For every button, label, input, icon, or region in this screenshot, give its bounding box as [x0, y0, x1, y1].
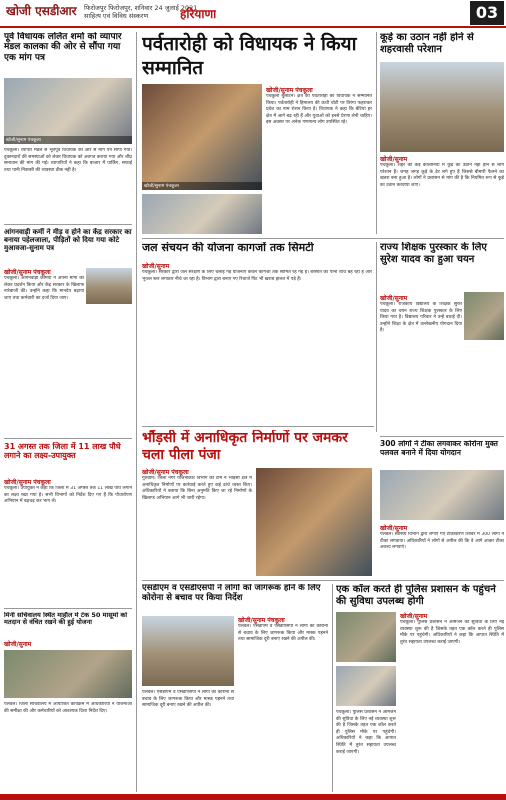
- article-headline: जल संचयन की योजना कागजों तक सिमटी: [142, 242, 314, 254]
- article-photo: [256, 468, 372, 576]
- article-byline: खोजी/सुनाम: [4, 641, 32, 648]
- article-body: पंचकूला। पुलिस प्रशासन ने आमजन की सुविधा के लिए नई व्यवस्था शुरू की है जिसके तहत एक कॉल करते ही पुलिस मौके पर पहुंचेगी। अधिकारियों ने कहा कि आपात स्थिति में तुरंत सहायता उपलब्ध कराई जाएगी।: [400, 620, 504, 645]
- article-body: पंचकूला। उपायुक्त ने कहा कि जिला में 31 अगस्त तक 11 लाख पौधे लगाने का लक्ष्य रखा गया है। सभी विभागों को निर्देश दिए गए हैं कि पौधारोपण अभियान में बढ़चढ़ कर भाग लें।: [4, 486, 132, 505]
- article-photo-2: [142, 194, 262, 234]
- divider: [142, 426, 374, 427]
- article-byline: खोजी/सुनाम: [380, 156, 408, 163]
- article-headline: पर्वतारोही को विधायक ने किया सम्मानित: [142, 33, 357, 79]
- article-photo: [142, 616, 234, 686]
- article-body-cont: पंचकूला। पुलिस प्रशासन ने आमजन की सुविधा के लिए नई व्यवस्था शुरू की है जिसके तहत एक कॉल करते ही पुलिस मौके पर पहुंचेगी। अधिकारियों ने कहा कि आपात स्थिति में तुरंत सहायता उपलब्ध कराई जाएगी।: [336, 710, 396, 755]
- article-photo: [380, 62, 504, 152]
- divider: [4, 224, 132, 225]
- header-edition: साहित्य एवं विविध संस्करण: [84, 12, 149, 20]
- article-a7: [380, 242, 504, 265]
- article-body: पंचकूला। शहर की कई कॉलोनियों में कूड़े का उठान नहीं होने से लोग परेशान हैं। जगह जगह कूड़े के ढेर लगे हुए हैं जिससे बीमारी फैलने का खतरा बना हुआ है। लोगों ने प्रशासन से मांग की है कि नियमित रूप से कूड़े का उठान करवाया जाए।: [380, 163, 504, 188]
- article-photo: [86, 268, 132, 304]
- column-divider: [136, 32, 137, 792]
- masthead-logo: खोजी एसडीआर: [6, 4, 77, 18]
- article-body: पंचकूला। व्यापार मंडल से भूतपूर्व विधायक की ओर से मांग पत्र सौंपा गया। दुकानदारों की समस्याओं को लेकर विधायक को अवगत कराया गया और शीघ्र समाधान की मांग की गई। व्यापारियों ने कहा कि बाजार में पार्किंग, सफाई तथा पानी निकासी की व्यवस्था ठीक नहीं है।: [4, 148, 132, 173]
- page-number: 03: [470, 1, 504, 25]
- divider: [4, 438, 132, 439]
- article-headline: आंगनवाड़ी कर्मी ने मीड़ व होने का केंद्र सरकार का बनाया पहेलजाला, पीड़ितों को दिया गया कोटे मुआवजा-सुनाम पत्र: [4, 228, 132, 253]
- article-body: पंचकूला। राजकीय विद्यालय के शिक्षक सुरेश यादव का चयन राज्य शिक्षक पुरस्कार के लिए किया गया है। विद्यालय परिवार ने उन्हें बधाई दी। उन्होंने शिक्षा के क्षेत्र में उल्लेखनीय योगदान दिया है।: [380, 302, 462, 334]
- article-body-cont: पलवल। एसडीएम व एसडीएसपी ने लोगों को कोरोना से बचाव के लिए जागरूक किया और मास्क पहनने तथा सामाजिक दूरी बनाए रखने की अपील की।: [142, 690, 234, 709]
- article-photo: [380, 470, 504, 520]
- article-a2: [142, 32, 372, 80]
- article-a11: [142, 584, 328, 604]
- article-body: गुरुग्राम। जिला नगर योजनाकार विभाग की टीम ने भौंड़सी क्षेत्र में अनाधिकृत निर्माणों पर कार्रवाई करते हुए कई ढांचे ध्वस्त किए। अधिकारियों ने बताया कि बिना अनुमति किए जा रहे निर्माणों के खिलाफ अभियान आगे भी जारी रहेगा।: [142, 476, 252, 501]
- article-headline: 31 अगस्त तक जिला में 11 लाख पौधे लगाने का लक्ष्य-उपायुक्त: [4, 442, 121, 461]
- divider: [142, 580, 504, 581]
- article-a5: [4, 442, 132, 460]
- article-headline: एक कॉल करते ही पुलिस प्रशासन के पहुंचने की सुविधा उपलब्ध होगी: [336, 584, 496, 607]
- divider: [4, 608, 132, 609]
- photo-caption: खोजी/सुनाम पंचकूला: [142, 182, 262, 190]
- article-byline: खोजी/सुनाम पंचकूला: [4, 479, 51, 486]
- article-a1: [4, 32, 132, 63]
- header-date: फिरोजपुर फिरोजपुर, शनिवार 24 जुलाई 2021: [84, 4, 198, 12]
- article-headline: भौंड़सी में अनाधिकृत निर्माणों पर जमकर चला पीला पंजा: [142, 430, 348, 463]
- article-body: पंचकूला। सरकार द्वारा जल संरक्षण के लिए चलाई गई योजनाएं केवल कागजों तक सीमित रह गई हैं। बरसात का पानी व्यर्थ बह रहा है और भूजल स्तर लगातार नीचे जा रहा है। विभाग द्वारा बनाए गए रिचार्ज पिट भी खराब हालत में पड़े हैं।: [142, 270, 372, 282]
- article-photo: [336, 612, 396, 662]
- footer-rule: [0, 794, 506, 800]
- article-byline: खोजी/सुनाम: [142, 263, 170, 270]
- article-a3: [380, 32, 504, 55]
- article-byline: खोजी/सुनाम पंचकूला: [266, 87, 313, 94]
- article-a4: [4, 228, 132, 252]
- article-a12: [336, 584, 504, 607]
- article-a8: [142, 430, 372, 464]
- column-divider: [376, 242, 377, 432]
- article-byline: खोजी/सुनाम: [400, 613, 428, 620]
- column-divider: [376, 32, 377, 234]
- article-photo: [4, 650, 132, 698]
- article-byline: खोजी/सुनाम: [380, 525, 408, 532]
- article-body: पलवल। स्वास्थ्य विभाग द्वारा लगाए गए टीकाकरण शिविर में 300 लोगों ने टीका लगवाया। अधिकारियों ने लोगों से अपील की कि वे आगे आकर टीका अवश्य लगवाएं।: [380, 532, 504, 551]
- article-photo: [4, 78, 132, 144]
- article-body: पलवल। जिला सचिवालय में आयोजित कार्यक्रम में अधिकारियों ने योजनाओं की समीक्षा की और कर्मचारियों को आवश्यक दिशा निर्देश दिए।: [4, 702, 132, 714]
- article-headline: मिनी सचिवालय स्थित माहौल में टेक 50 मासूमों को मतदान से वंचित रखने की हुई योजना: [4, 612, 128, 627]
- article-a10: [4, 612, 132, 627]
- article-headline: पूर्व विधायक ललित शर्मा को व्यापार मंडल कालका की ओर से सौंपा गया एक मांग पत्र: [4, 32, 122, 63]
- article-a9: [380, 440, 504, 457]
- article-body: पलवल। एसडीएम व एसडीएसपी ने लोगों को कोरोना से बचाव के लिए जागरूक किया और मास्क पहनने तथा सामाजिक दूरी बनाए रखने की अपील की।: [238, 624, 328, 643]
- header-rule: [0, 26, 506, 28]
- article-photo-2: [336, 666, 396, 706]
- article-byline: खोजी/सुनाम पंचकूला: [142, 469, 189, 476]
- article-body: पंचकूला बुलेटिन। क्षेत्र की पर्वतारोही को विधायक ने सम्मानित किया। पर्वतारोही ने हिमालय की ऊंची चोटी पर तिरंगा फहराकर प्रदेश का नाम रोशन किया है। विधायक ने कहा कि बेटियां हर क्षेत्र में आगे बढ़ रही हैं और युवाओं को इनसे प्रेरणा लेनी चाहिए। इस अवसर पर अनेक गणमान्य लोग उपस्थित रहे।: [266, 94, 372, 126]
- section-title: हरियाणा: [180, 7, 217, 21]
- divider: [380, 436, 504, 437]
- divider: [142, 238, 504, 239]
- portrait-photo: [464, 292, 504, 340]
- photo-caption: खोजी/सुनाम पंचकूला: [4, 136, 132, 144]
- article-headline: एसडीएम व एसडीएसपी ने लोगों को जागरूक होने के लिए कोरोना से बचाव पर किया निर्देश: [142, 584, 321, 603]
- article-a6: [142, 242, 372, 255]
- article-body: पंचकूला। आंगनवाड़ी कर्मियों ने अपनी मांगों को लेकर प्रदर्शन किया और केंद्र सरकार के खिलाफ नारेबाजी की। उन्होंने कहा कि मानदेय बढ़ाया जाए तथा कर्मचारी का दर्जा दिया जाए।: [4, 276, 84, 301]
- article-byline: खोजी/सुनाम पंचकूला: [238, 617, 285, 624]
- column-divider: [332, 584, 333, 792]
- article-photo: [142, 84, 262, 190]
- article-byline: खोजी/सुनाम: [380, 295, 408, 302]
- article-byline: खोजी/सुनाम पंचकूला: [4, 269, 51, 276]
- article-headline: कूड़े का उठान नहीं होने से शहरवासी परेशान: [380, 32, 474, 55]
- article-headline: 300 लोगों ने टीका लगवाकर कोरोना मुक्त पलवल बनाने में दिया योगदान: [380, 440, 498, 457]
- article-headline: राज्य शिक्षक पुरस्कार के लिए सुरेश यादव का हुआ चयन: [380, 242, 487, 265]
